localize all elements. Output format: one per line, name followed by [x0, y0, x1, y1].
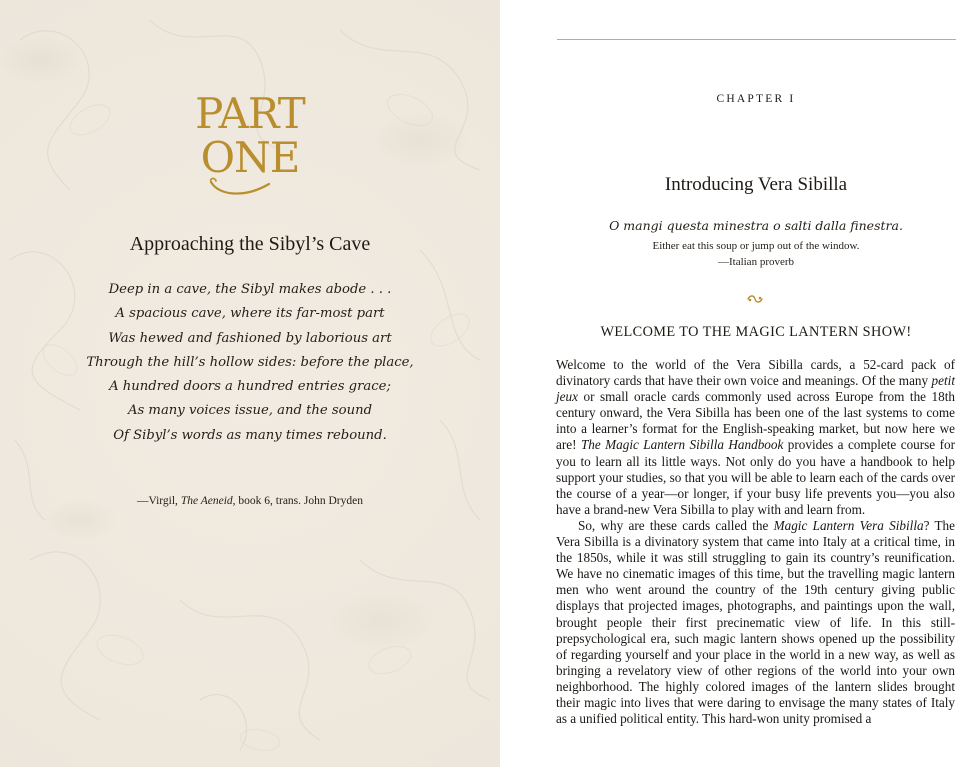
paragraph-italic: The Magic Lantern Sibilla Handbook — [580, 437, 784, 453]
body-paragraph — [556, 357, 955, 518]
attribution-suffix: , book 6, trans. John Dryden — [232, 495, 363, 507]
poem-line: Deep in a cave, the Sibyl makes abode . . . — [108, 282, 392, 297]
attribution-prefix: —Virgil, — [136, 495, 181, 507]
chapter-body-text — [556, 357, 955, 727]
body-paragraph — [556, 518, 955, 727]
epigraph-source: —Italian proverb — [717, 256, 795, 268]
paragraph-italic: petit jeux — [556, 373, 955, 405]
section-heading: WELCOME TO THE MAGIC LANTERN SHOW! — [600, 324, 912, 340]
fleuron-ornament-icon — [746, 294, 764, 304]
epigraph-italian: O mangi questa minestra o salti dalla finestra. — [609, 218, 903, 233]
paragraph-text: or small oracle cards commonly used across Europe from the 18th century onward, the Vera Sibilla has been one of the last systems to come into a learner’s format for the English-speaking market, but now here we are! — [556, 389, 955, 453]
poem-line: Of Sibyl’s words as many times rebound. — [113, 427, 387, 443]
paragraph-text: So, why are these cards called the — [578, 517, 774, 533]
paragraph-text: ? The Vera Sibilla is a divinatory system that came into Italy at a critical time, in the 1850s, while it was still struggling to gain its country’s reunification. We have no cinematic images of this time, but the travelling magic lantern men who went around the country of the 19th century giving public displays that projected images, photographs, and paintings upon the wall, brought people their first precinematic view of life. In this still-prepsychological era, such magic lantern shows opened up the possibility of regarding yourself and your place in the world in a new way, as well as bringing a revelatory view of other regions of the world into your own neighborhood. The highly colored images of the lantern slides brought their magic into lives that were daring to envisage the many states of Italy as a unified political entity. This hard-won unity promised a — [556, 517, 955, 727]
paragraph-text: Welcome to the world of the Vera Sibilla cards, a 52-card pack of divinatory cards that have their own voice and meanings. Of the many — [556, 357, 955, 389]
poem-attribution — [0, 495, 500, 507]
poem-line: As many voices issue, and the sound — [127, 403, 373, 419]
part-heading-number: ONE — [200, 133, 300, 182]
right-page — [500, 0, 969, 767]
poem-line: A hundred doors a hundred entries grace; — [109, 379, 391, 395]
paragraph-italic: Magic Lantern Vera Sibilla — [773, 517, 924, 533]
poem-line: A spacious cave, where its far-most part — [115, 306, 385, 322]
chapter-label: CHAPTER I — [716, 93, 796, 105]
top-rule-divider — [557, 39, 956, 40]
poem-epigraph — [0, 278, 500, 448]
section-title: Approaching the Sibyl’s Cave — [129, 233, 371, 255]
swash-ornament-icon — [205, 176, 275, 198]
chapter-title: Introducing Vera Sibilla — [664, 174, 848, 195]
paragraph-text: provides a complete course for you to learn all its little ways. Not only do you have a handbook to help support your studies, so that you will be able to learn each of the cards over the course of a year—or longer, if your busy life prevents you—you also have a brand-new Vera Sibilla to play with and learn from. — [556, 437, 955, 517]
epigraph-translation: Either eat this soup or jump out of the window. — [652, 240, 860, 252]
attribution-work-title: The Aeneid — [180, 495, 233, 507]
poem-line: Was hewed and fashioned by laborious art — [108, 330, 392, 346]
part-heading-word: PART — [195, 89, 305, 138]
poem-line: Through the hill’s hollow sides: before the place, — [86, 354, 414, 370]
